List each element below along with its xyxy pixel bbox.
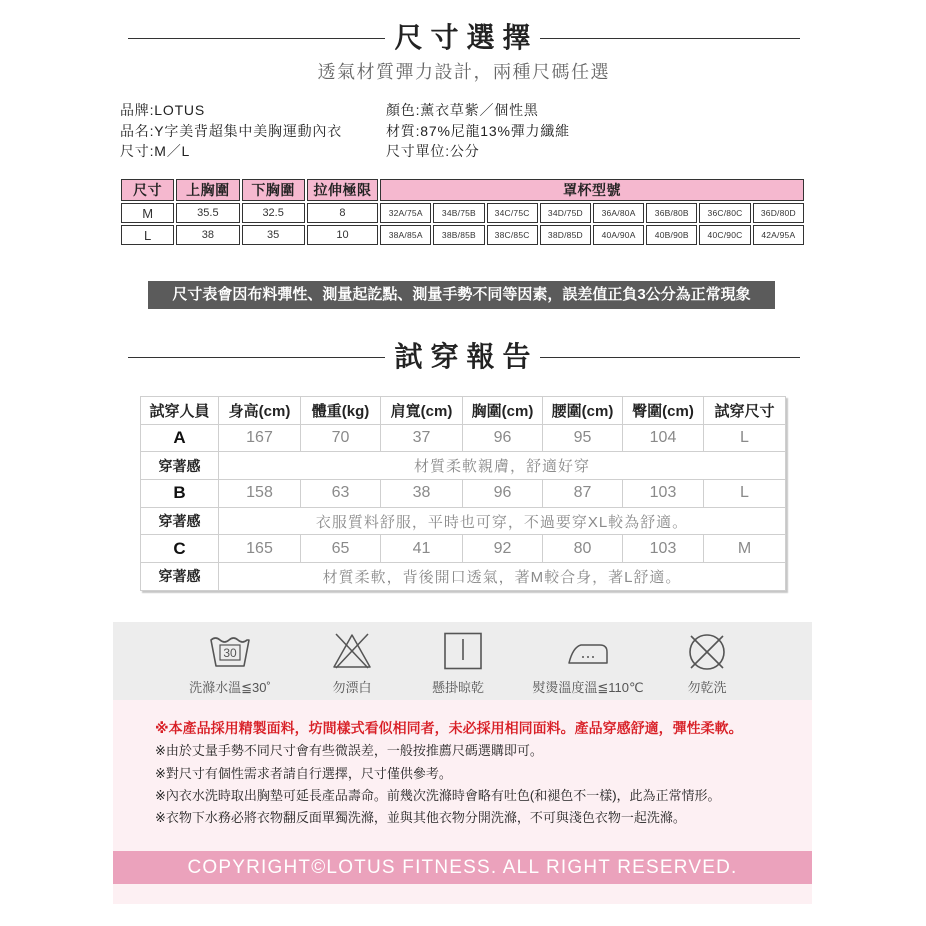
header-hip: 臀圍(cm) (623, 397, 704, 425)
size-chart-table (119, 177, 806, 247)
material-text: 材質:87%尼龍13%彈力纖維 (386, 122, 570, 139)
feel-comment: 衣服質料舒服，平時也可穿，不過要穿XL較為舒適。 (219, 507, 786, 535)
waist-cell: 87 (543, 480, 623, 508)
hip-cell: 103 (623, 480, 704, 508)
size-section-title: 尺寸選擇 (394, 22, 539, 53)
waist-cell: 80 (543, 535, 623, 563)
fit-title-right-rule (540, 357, 800, 358)
header-size: 尺寸 (121, 179, 174, 201)
header-waist: 腰圍(cm) (543, 397, 623, 425)
cup-size-cell: 32A/75A (380, 203, 431, 223)
brand-text: 品牌:LOTUS (120, 102, 205, 118)
product-name-text: 品名:Y字美背超集中美胸運動內衣 (120, 122, 343, 139)
height-cell: 167 (219, 424, 301, 452)
tester-feel-row-b (141, 507, 786, 535)
cup-size-cell: 40B/90B (646, 225, 697, 245)
color-text: 顏色:薰衣草紫／個性黑 (386, 102, 539, 118)
header-height: 身高(cm) (219, 397, 301, 425)
header-under-bust: 下胸圍 (242, 179, 305, 201)
tester-row-a (141, 424, 786, 452)
tester-feel-row-a (141, 452, 786, 480)
header-upper-bust: 上胸圍 (176, 179, 239, 201)
no-bleach-label: 勿漂白 (332, 680, 372, 695)
sizes-text: 尺寸:M／L (120, 143, 191, 159)
size-cell: M (121, 203, 174, 223)
stretch-limit-cell: 10 (307, 225, 378, 245)
cup-size-cell: 42A/95A (753, 225, 804, 245)
cup-size-cell: 36C/80C (699, 203, 750, 223)
note-washing-pads: ※內衣水洗時取出胸墊可延長產品壽命。前幾次洗滌時會略有吐色(和褪色不一樣)，此為正常情形。 (155, 788, 721, 803)
tried-size-cell: L (704, 424, 786, 452)
note-size-reference: ※對尺寸有個性需求者請自行選擇，尺寸僅供參考。 (155, 766, 452, 781)
under-bust-cell: 32.5 (242, 203, 305, 223)
cup-size-cell: 38B/85B (433, 225, 484, 245)
feel-comment: 材質柔軟親膚，舒適好穿 (219, 452, 786, 480)
feel-label: 穿著感 (141, 452, 219, 480)
unit-text: 尺寸單位:公分 (386, 143, 480, 159)
hang-dry-icon (443, 632, 483, 670)
cup-size-cell: 40A/90A (593, 225, 644, 245)
under-bust-cell: 35 (242, 225, 305, 245)
note-fabric-highlight: ※本產品採用精製面料，坊間樣式看似相同者，未必採用相同面料。產品穿感舒適，彈性柔軟。 (155, 720, 743, 736)
tester-name: C (141, 535, 219, 563)
cup-size-cell: 38C/85C (487, 225, 538, 245)
bust-cell: 96 (463, 424, 543, 452)
shoulder-cell: 37 (381, 424, 463, 452)
header-weight: 體重(kg) (301, 397, 381, 425)
wash-temp-label: 洗滌水溫≦30˚ (189, 680, 271, 695)
hip-cell: 103 (623, 535, 704, 563)
size-title-right-rule (540, 38, 800, 39)
tester-name: A (141, 424, 219, 452)
product-info-left (120, 100, 342, 162)
feel-label: 穿著感 (141, 563, 219, 591)
height-cell: 165 (219, 535, 301, 563)
tester-row-b (141, 480, 786, 508)
header-stretch-limit: 拉伸極限 (307, 179, 378, 201)
copyright-banner: COPYRIGHT©LOTUS FITNESS. ALL RIGHT RESERVED. (113, 851, 812, 884)
header-bust: 胸圍(cm) (463, 397, 543, 425)
upper-bust-cell: 38 (176, 225, 239, 245)
no-dry-clean-label: 勿乾洗 (687, 680, 727, 695)
no-dry-clean-icon (687, 632, 727, 672)
waist-cell: 95 (543, 424, 623, 452)
tried-size-cell: L (704, 480, 786, 508)
size-chart-row-m (121, 203, 804, 223)
weight-cell: 63 (301, 480, 381, 508)
bust-cell: 92 (463, 535, 543, 563)
size-section-subtitle: 透氣材質彈力設計，兩種尺碼任選 (317, 62, 610, 82)
fit-report-title: 試穿報告 (394, 341, 539, 372)
feel-label: 穿著感 (141, 507, 219, 535)
shoulder-cell: 38 (381, 480, 463, 508)
product-info-right (386, 100, 570, 162)
hang-dry-label: 懸掛晾乾 (431, 680, 484, 695)
header-tried-size: 試穿尺寸 (704, 397, 786, 425)
cup-size-cell: 36B/80B (646, 203, 697, 223)
cup-size-cell: 38D/85D (540, 225, 591, 245)
bust-cell: 96 (463, 480, 543, 508)
hip-cell: 104 (623, 424, 704, 452)
no-bleach-icon (332, 632, 372, 670)
header-tester: 試穿人員 (141, 397, 219, 425)
stretch-limit-cell: 8 (307, 203, 378, 223)
note-measurement: ※由於丈量手勢不同尺寸會有些微誤差，一般按推薦尺碼選購即可。 (155, 743, 543, 758)
size-chart-header-row (121, 179, 804, 201)
cup-size-cell: 40C/90C (699, 225, 750, 245)
fit-title-left-rule (128, 357, 385, 358)
svg-text:30: 30 (223, 646, 237, 660)
size-chart-row-l (121, 225, 804, 245)
tester-name: B (141, 480, 219, 508)
shoulder-cell: 41 (381, 535, 463, 563)
header-shoulder: 肩寬(cm) (381, 397, 463, 425)
weight-cell: 70 (301, 424, 381, 452)
header-cup-size: 罩杯型號 (380, 179, 804, 201)
cup-size-cell: 34B/75B (433, 203, 484, 223)
height-cell: 158 (219, 480, 301, 508)
upper-bust-cell: 35.5 (176, 203, 239, 223)
feel-comment: 材質柔軟，背後開口透氣，著M較合身，著L舒適。 (219, 563, 786, 591)
cup-size-cell: 36D/80D (753, 203, 804, 223)
tried-size-cell: M (704, 535, 786, 563)
cup-size-cell: 38A/85A (380, 225, 431, 245)
cup-size-cell: 36A/80A (593, 203, 644, 223)
iron-temp-label: 熨燙溫度溫≦110℃ (532, 680, 644, 695)
measurement-tolerance-notice: 尺寸表會因布料彈性、測量起訖點、測量手勢不同等因素，誤差值正負3公分為正常現象 (148, 281, 775, 309)
wash-30-icon (209, 634, 251, 668)
size-title-left-rule (128, 38, 385, 39)
fit-header-row (141, 397, 786, 425)
note-washing-separately: ※衣物下水務必將衣物翻反面單獨洗滌，並與其他衣物分開洗滌，不可與淺色衣物一起洗滌。 (155, 810, 686, 825)
size-cell: L (121, 225, 174, 245)
cup-size-cell: 34D/75D (540, 203, 591, 223)
cup-size-cell: 34C/75C (487, 203, 538, 223)
tester-row-c (141, 535, 786, 563)
fit-report-table (140, 396, 786, 591)
weight-cell: 65 (301, 535, 381, 563)
iron-low-heat-icon (566, 638, 610, 666)
tester-feel-row-c (141, 563, 786, 591)
